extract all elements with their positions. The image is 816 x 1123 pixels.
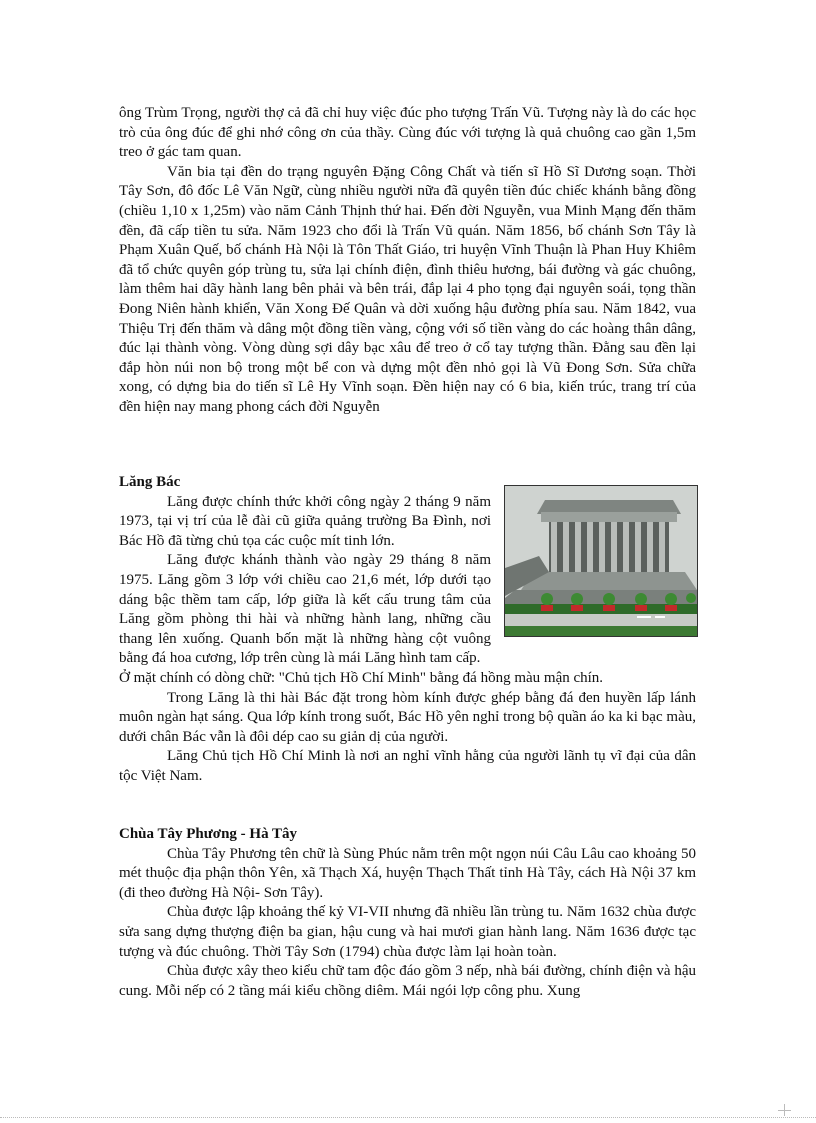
section-heading: Lăng Bác [119, 474, 181, 490]
paragraph: Văn bia tại đền do trạng nguyên Đặng Công Chất và tiến sĩ Hồ Sĩ Dương soạn. Thời Tây Sơn, đô đốc Lê Văn Ngữ, cùng nhiều người nữa đã quyên tiền đúc chiếc khánh bằng đồng (chiều 1,10 x 1,25m) vào năm Cảnh Thịnh thứ hai. Đến đời Nguyễn, vua Minh Mạng đến thăm đền, đã cấp tiền tu sửa. Năm 1923 cho đổi là Trấn Vũ quán. Năm 1856, bố chánh Sơn Tây là Phạm Xuân Quế, bố chánh Hà Nội là Tôn Thất Giáo, tri huyện Vĩnh Thuận là Phan Huy Khiêm đã tổ chức quyên góp trùng tu, sửa lại chính điện, đình thiêu hương, bái đường và gác chuông, làm thêm hai dãy hành lang bên phải và bên trái, đắp lại 4 pho tọng đại nguyên soái, tọng thần Đong Niên hành khiển, Văn Xong Đế Quân và dời xuống hậu đường phía sau. Năm 1842, vua Thiệu Trị đến thăm và dâng một đồng tiền vàng, cộng với số tiền vàng do các hoàng thân dâng, đúc lại thành vòng. Vòng dùng sợi dây bạc xâu để treo ở cổ tay tượng thần. Đằng sau đền lại đắp hòn núi non bộ trong một bể con và dựng một đền nhỏ gọi là Vũ Đong Sơn. Sửa chữa xong, có dựng bia do tiến sĩ Lê Hy Vĩnh soạn. Đền hiện nay có 6 bia, kiến trúc, trang trí của đền hiện nay mang phong cách đời Nguyễn [119, 163, 696, 415]
mausoleum-photo [504, 485, 698, 637]
paragraph: Lăng được chính thức khởi công ngày 2 tháng 9 năm 1973, tại vị trí của lễ đài cũ giữa quảng trường Ba Đình, nơi Bác Hồ đã từng chủ tọa các cuộc mít tinh lớn. [119, 493, 491, 549]
section-tran-vu-temple [119, 104, 696, 418]
paragraph: Chùa được xây theo kiểu chữ tam độc đáo gồm 3 nếp, nhà bái đường, chính điện và hậu cung. Mỗi nếp có 2 tầng mái kiểu chồng diêm. Mái ngói lợp công phu. Xung [119, 963, 696, 999]
paragraph: Lăng Chủ tịch Hồ Chí Minh là nơi an nghỉ vĩnh hằng của người lãnh tụ vĩ đại của dân tộc Việt Nam. [119, 748, 696, 784]
section-tay-phuong-pagoda [119, 806, 696, 1001]
paragraph: Lăng được khánh thành vào ngày 29 tháng 8 năm 1975. Lăng gồm 3 lớp với chiều cao 21,6 mét, lớp dưới tạo dáng bậc thềm tam cấp, lớp giữa là kết cấu trung tâm của Lăng gồm phòng thi hài và những hành lang, những cầu thang lên xuống. Quanh bốn mặt là những hàng cột vuông bằng đá hoa cương, lớp trên cùng là mái Lăng hình tam cấp. [119, 552, 491, 667]
paragraph: Chùa được lập khoảng thế kỷ VI-VII nhưng đã nhiều lần trùng tu. Năm 1632 chùa được sửa sang dựng thượng điện ba gian, hậu cung và hai mươi gian hành lang. Năm 1636 được tạc tượng và đúc chuông. Thời Tây Sơn (1794) chùa được làm lại hoàn toàn. [119, 904, 696, 960]
page-break-line [0, 1117, 816, 1118]
paragraph: Chùa Tây Phương tên chữ là Sùng Phúc nằm trên một ngọn núi Câu Lâu cao khoảng 50 mét thuộc địa phận thôn Yên, xã Thạch Xá, huyện Thạch Thất tỉnh Hà Tây, cách Hà Nội 37 km (đi theo đường Hà Nội- Sơn Tây). [119, 845, 696, 901]
paragraph: ông Trùm Trọng, người thợ cả đã chỉ huy việc đúc pho tượng Trấn Vũ. Tượng này là do các học trò của ông đúc để ghi nhớ công ơn của thầy. Cùng đúc với tượng là quả chuông cao gần 1,5m treo ở gác tam quan. [119, 105, 696, 161]
section-heading: Chùa Tây Phương - Hà Tây [119, 826, 298, 842]
page-corner-mark [778, 1110, 791, 1111]
paragraph: Trong Lăng là thi hài Bác đặt trong hòm kính được ghép bằng đá đen huyền lấp lánh muôn ngàn hạt sáng. Qua lớp kính trong suốt, Bác Hồ yên nghỉ trong bộ quần áo ka ki bạc màu, dưới chân Bác vẫn là đôi dép cao su giản dị của người. [119, 689, 696, 745]
paragraph: Ở mặt chính có dòng chữ: "Chủ tịch Hồ Chí Minh" bằng đá hồng màu mận chín. [119, 669, 604, 686]
mausoleum-illustration [505, 486, 697, 636]
